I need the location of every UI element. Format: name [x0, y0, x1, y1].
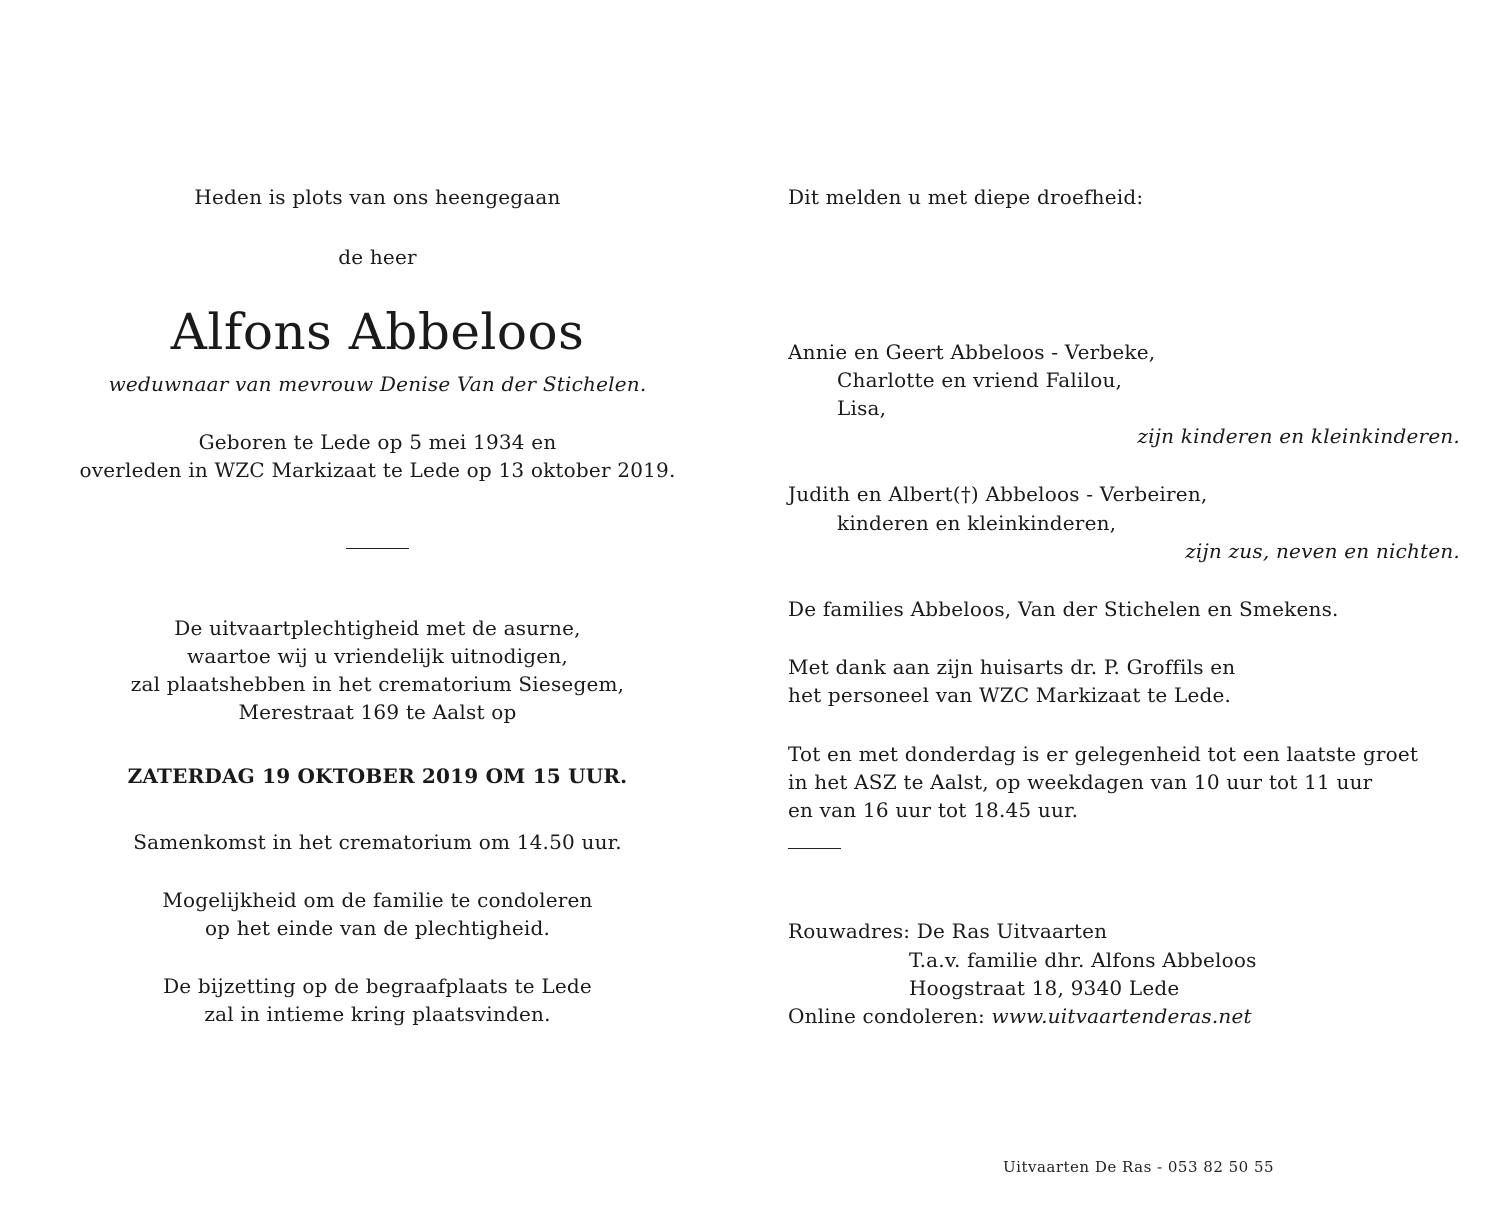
footer-contact: Uitvaarten De Ras - 053 82 50 55 [1003, 1158, 1275, 1176]
thanks-line-2: het personeel van WZC Markizaat te Lede. [788, 683, 1232, 707]
ceremony-line-3: zal plaatshebben in het crematorium Siesegem, [130, 672, 625, 696]
family1-relation: zijn kinderen en kleinkinderen. [1137, 424, 1460, 448]
family1-line-1: Annie en Geert Abbeloos - Verbeke, [788, 340, 1156, 364]
family2-line-1: Judith en Albert(†) Abbeloos - Verbeiren, [788, 482, 1208, 506]
ceremony-date: ZATERDAG 19 OKTOBER 2019 OM 15 UUR. [127, 764, 628, 788]
divider-line [346, 548, 409, 549]
visit-line-3: en van 16 uur tot 18.45 uur. [788, 798, 1079, 822]
ceremony-line-2: waartoe wij u vriendelijk uitnodigen, [187, 644, 568, 668]
online-condolence-link[interactable]: www.uitvaartenderas.net [991, 1004, 1252, 1028]
burial-line-1: De bijzetting op de begraafplaats te Lede [163, 974, 592, 998]
online-condolence-label: Online condoleren: [788, 1004, 985, 1028]
address-line-3: Hoogstraat 18, 9340 Lede [909, 976, 1180, 1000]
divider-line [788, 848, 841, 849]
family1-line-3: Lisa, [837, 396, 887, 420]
deceased-name: Alfons Abbeloos [170, 303, 585, 361]
visit-line-1: Tot en met donderdag is er gelegenheid tot een laatste groet [788, 742, 1419, 766]
gathering-text: Samenkomst in het crematorium om 14.50 uur. [133, 830, 622, 854]
thanks-line-1: Met dank aan zijn huisarts dr. P. Groffils en [788, 655, 1236, 679]
condolence-line-2: op het einde van de plechtigheid. [204, 916, 551, 940]
burial-line-2: zal in intieme kring plaatsvinden. [204, 1002, 551, 1026]
family2-relation: zijn zus, neven en nichten. [1185, 539, 1460, 563]
online-condolence [788, 1002, 1252, 1030]
birth-text: Geboren te Lede op 5 mei 1934 en [198, 430, 557, 454]
family2-line-2: kinderen en kleinkinderen, [837, 511, 1117, 535]
announcement-text: Dit melden u met diepe droefheid: [788, 185, 1144, 209]
widower-text: weduwnaar van mevrouw Denise Van der Stichelen. [108, 372, 647, 396]
death-text: overleden in WZC Markizaat te Lede op 13 oktober 2019. [79, 458, 676, 482]
salutation: de heer [338, 245, 417, 269]
address-line-2: T.a.v. familie dhr. Alfons Abbeloos [909, 948, 1257, 972]
families-text: De families Abbeloos, Van der Stichelen en Smekens. [788, 597, 1339, 621]
intro-text: Heden is plots van ons heengegaan [194, 185, 561, 209]
ceremony-line-4: Merestraat 169 te Aalst op [238, 700, 517, 724]
address-line-1: Rouwadres: De Ras Uitvaarten [788, 919, 1108, 943]
ceremony-line-1: De uitvaartplechtigheid met de asurne, [174, 616, 581, 640]
family1-line-2: Charlotte en vriend Falilou, [837, 368, 1123, 392]
visit-line-2: in het ASZ te Aalst, op weekdagen van 10 uur tot 11 uur [788, 770, 1373, 794]
condolence-line-1: Mogelijkheid om de familie te condoleren [162, 888, 593, 912]
